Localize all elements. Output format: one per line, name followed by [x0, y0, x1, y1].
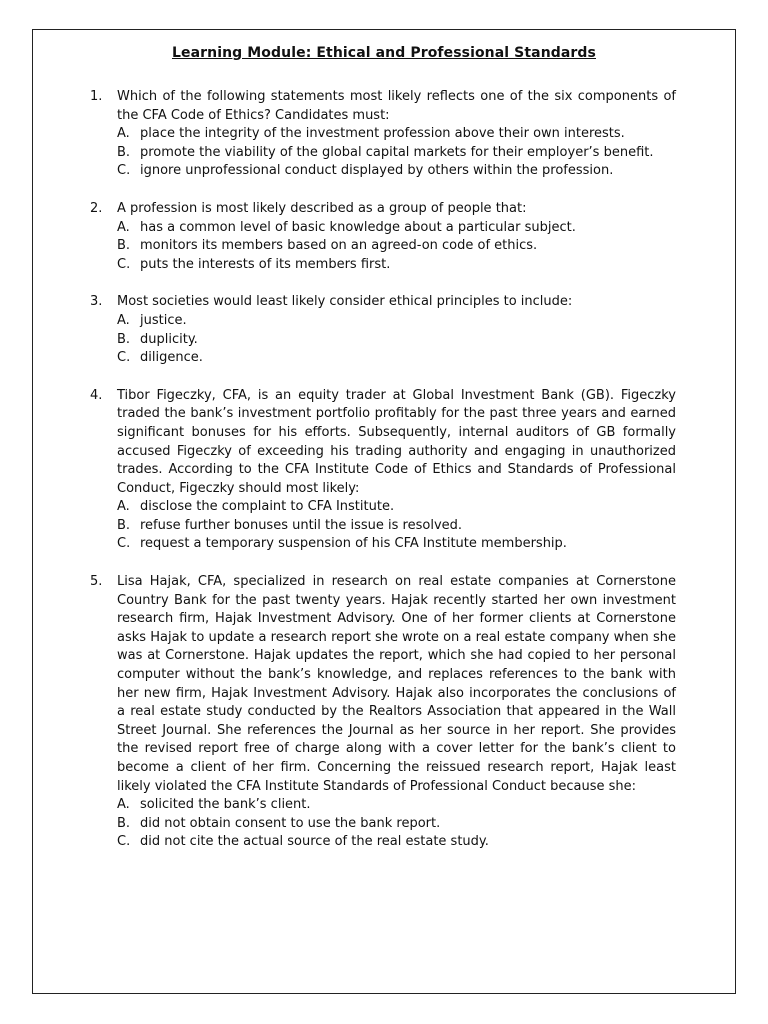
- option-text: monitors its members based on an agreed-on code of ethics.: [140, 238, 538, 254]
- option-label: C.: [117, 834, 131, 850]
- option-text: request a temporary suspension of his CFA Institute membership.: [140, 536, 567, 552]
- option-text: place the integrity of the investment profession above their own interests.: [140, 126, 625, 142]
- option-label: C.: [117, 536, 131, 552]
- option-label: A.: [117, 499, 130, 515]
- option-label: A.: [117, 219, 130, 235]
- page-title: Learning Module: Ethical and Professional Standards: [171, 45, 596, 61]
- option-text: puts the interests of its members first.: [140, 256, 391, 272]
- question-stem: Which of the following statements most likely reflects one of the six components of the CFA Code of Ethics? Candidates must:: [117, 89, 676, 123]
- question-3: [90, 293, 676, 367]
- question-number: 3.: [90, 294, 103, 310]
- option-text: refuse further bonuses until the issue is resolved.: [140, 517, 463, 533]
- option-text: has a common level of basic knowledge about a particular subject.: [140, 219, 576, 235]
- option-text: justice.: [140, 312, 187, 328]
- option-label: A.: [117, 797, 130, 813]
- answer-option: [117, 125, 676, 144]
- answer-option: [117, 312, 676, 331]
- option-label: C.: [117, 256, 131, 272]
- question-number: 5.: [90, 574, 103, 590]
- question-stem: Most societies would least likely consider ethical principles to include:: [117, 294, 573, 310]
- answer-option: [117, 796, 676, 815]
- answer-option: [117, 815, 676, 834]
- question-4: [90, 387, 676, 554]
- answer-option: [117, 162, 676, 181]
- question-stem: Lisa Hajak, CFA, specialized in research on real estate companies at Cornerstone Country Bank for the past twenty years. Hajak recently started her own investment research firm, Hajak Investment Advisory. One of her former clients at Cornerstone asks Hajak to update a research report she wrote on a real estate company when she was at Cornerstone. Hajak updates the report, which she had copied to her personal computer without the bank’s knowledge, and replaces references to the bank with her new firm, Hajak Investment Advisory. Hajak also incorporates the conclusions of a real estate study conducted by the Realtors Association that appeared in the Wall Street Journal. She references the Journal as her source in her report. She provides the revised report free of charge along with a cover letter for the bank’s client to become a client of her firm. Concerning the reissued research report, Hajak least likely violated the CFA Institute Standards of Professional Conduct because she:: [117, 574, 676, 794]
- option-label: B.: [117, 144, 131, 160]
- question-list: [90, 88, 676, 871]
- answer-option: [117, 349, 676, 368]
- option-text: ignore unprofessional conduct displayed by others within the profession.: [140, 163, 614, 179]
- answer-option: [117, 331, 676, 350]
- option-text: disclose the complaint to CFA Institute.: [140, 499, 395, 515]
- option-text: duplicity.: [140, 331, 198, 347]
- question-1: [90, 88, 676, 181]
- option-label: A.: [117, 312, 130, 328]
- question-2: [90, 200, 676, 274]
- option-label: C.: [117, 350, 131, 366]
- question-stem: A profession is most likely described as a group of people that:: [117, 200, 527, 216]
- option-text: diligence.: [140, 350, 203, 366]
- answer-option: [117, 517, 676, 536]
- option-label: B.: [117, 238, 131, 254]
- question-number: 1.: [90, 89, 103, 104]
- option-text: did not obtain consent to use the bank report.: [140, 815, 441, 831]
- option-label: A.: [117, 126, 130, 142]
- option-label: B.: [117, 815, 131, 831]
- answer-option: [117, 219, 676, 238]
- option-text: promote the viability of the global capital markets for their employer’s benefit.: [140, 144, 654, 160]
- answer-option: [117, 144, 676, 163]
- answer-option: [117, 833, 676, 852]
- option-label: B.: [117, 517, 131, 533]
- question-number: 4.: [90, 387, 103, 403]
- answer-option: [117, 237, 676, 256]
- option-label: C.: [117, 163, 131, 179]
- answer-option: [117, 535, 676, 554]
- option-text: solicited the bank’s client.: [140, 797, 311, 813]
- option-label: B.: [117, 331, 131, 347]
- question-stem: Tibor Figeczky, CFA, is an equity trader at Global Investment Bank (GB). Figeczky traded the bank’s investment portfolio profitably for the past three years and earned significant bonuses for his efforts. Subsequently, internal auditors of GB formally accused Figeczky of exceeding his trading authority and engaging in unauthorized trades. According to the CFA Institute Code of Ethics and Standards of Professional Conduct, Figeczky should most likely:: [117, 387, 676, 496]
- answer-option: [117, 256, 676, 275]
- option-text: did not cite the actual source of the real estate study.: [140, 834, 489, 850]
- answer-option: [117, 498, 676, 517]
- question-5: [90, 573, 676, 852]
- question-number: 2.: [90, 200, 103, 216]
